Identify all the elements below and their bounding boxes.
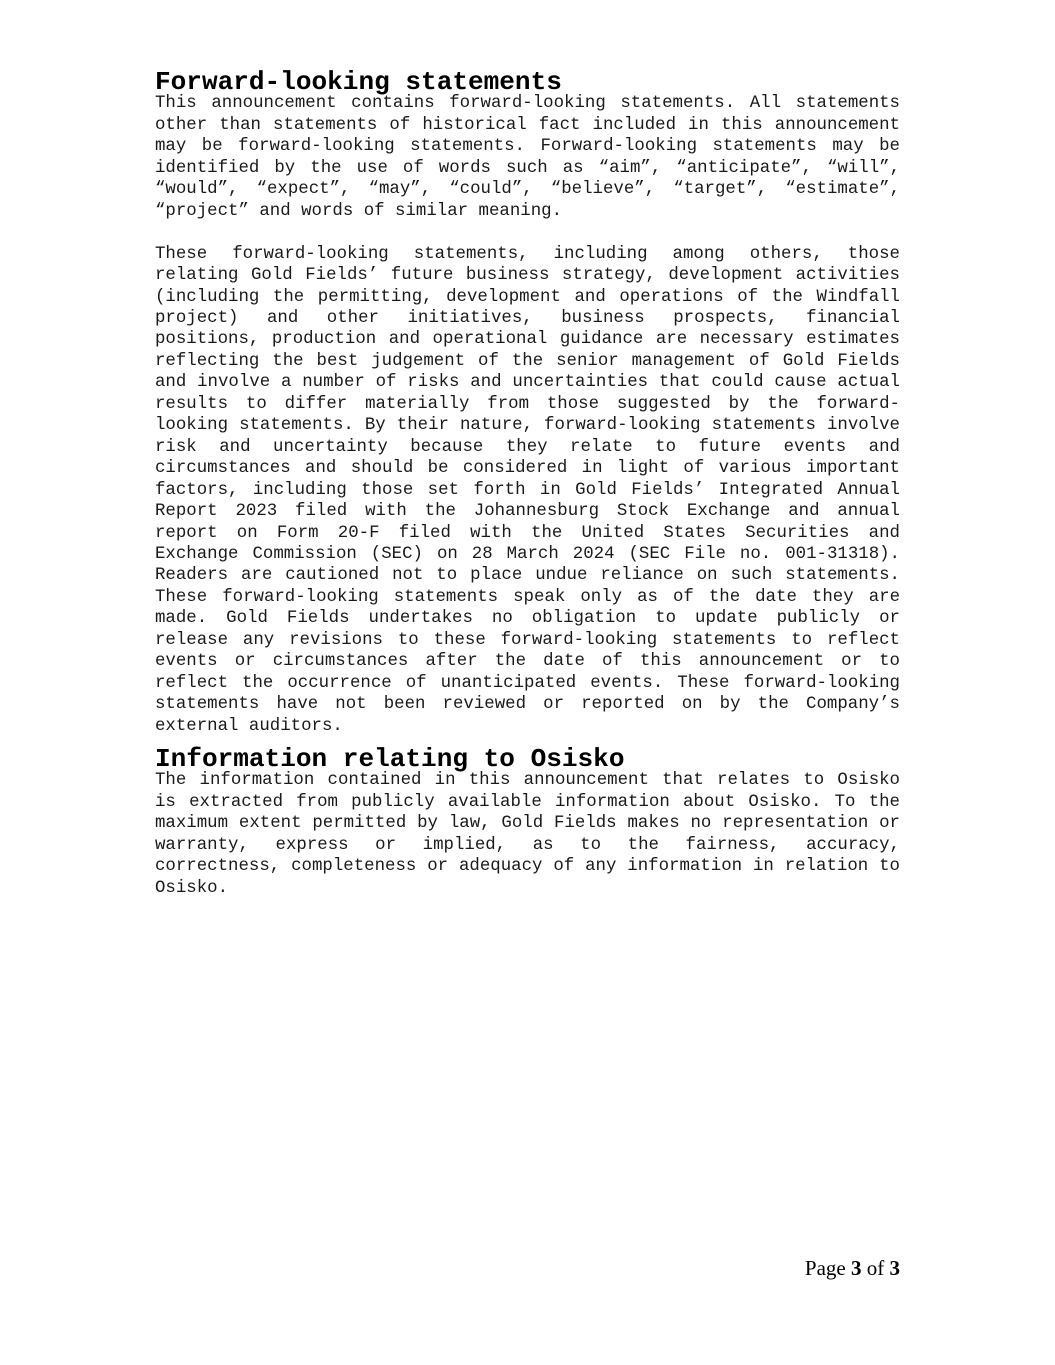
- section-heading-forward-looking: Forward-looking statements: [155, 67, 562, 97]
- of-word: of: [866, 1256, 885, 1280]
- forward-looking-paragraph-2: These forward-looking statements, including among others, those relating Gold Fields’ future business strategy, development activities (including the permitting, development and operations of the Windfall project) and other initiatives, business prospects, financial positions, production and operational guidance are necessary estimates reflecting the best judgement of the senior management of Gold Fields and involve a number of risks and uncertainties that could cause actual results to differ materially from those suggested by the forward-looking statements. By their nature, forward-looking statements involve risk and uncertainty because they relate to future events and circumstances and should be considered in light of various important factors, including those set forth in Gold Fields’ Integrated Annual Report 2023 filed with the Johannesburg Stock Exchange and annual report on Form 20-F filed with the United States Securities and Exchange Commission (SEC) on 28 March 2024 (SEC File no. 001-31318). Readers are cautioned not to place undue reliance on such statements. These forward-looking statements speak only as of the date they are made. Gold Fields undertakes no obligation to update publicly or release any revisions to these forward-looking statements to reflect events or circumstances after the date of this announcement or to reflect the occurrence of unanticipated events. These forward-looking statements have not been reviewed or reported on by the Company’s external auditors.: [155, 244, 900, 736]
- osisko-paragraph: The information contained in this announcement that relates to Osisko is extracted from publicly available information about Osisko. To the maximum extent permitted by law, Gold Fields makes no representation or warranty, express or implied, as to the fairness, accuracy, correctness, completeness or adequacy of any information in relation to Osisko.: [155, 771, 900, 898]
- page-body: [155, 67, 900, 899]
- total-pages-number: 3: [889, 1256, 900, 1280]
- page-word: Page: [804, 1256, 846, 1280]
- paragraph-spacer: [155, 222, 900, 243]
- current-page-number: 3: [851, 1256, 862, 1280]
- page-number: [805, 1256, 900, 1281]
- section-heading-osisko: Information relating to Osisko: [155, 744, 625, 775]
- forward-looking-paragraph-1: This announcement contains forward-looking statements. All statements other than statements of historical fact included in this announcement may be forward-looking statements. Forward-looking statements may be identified by the use of words such as “aim”, “anticipate”, “will”, “would”, “expect”, “may”, “could”, “believe”, “target”, “estimate”, “project” and words of similar meaning.: [155, 94, 900, 221]
